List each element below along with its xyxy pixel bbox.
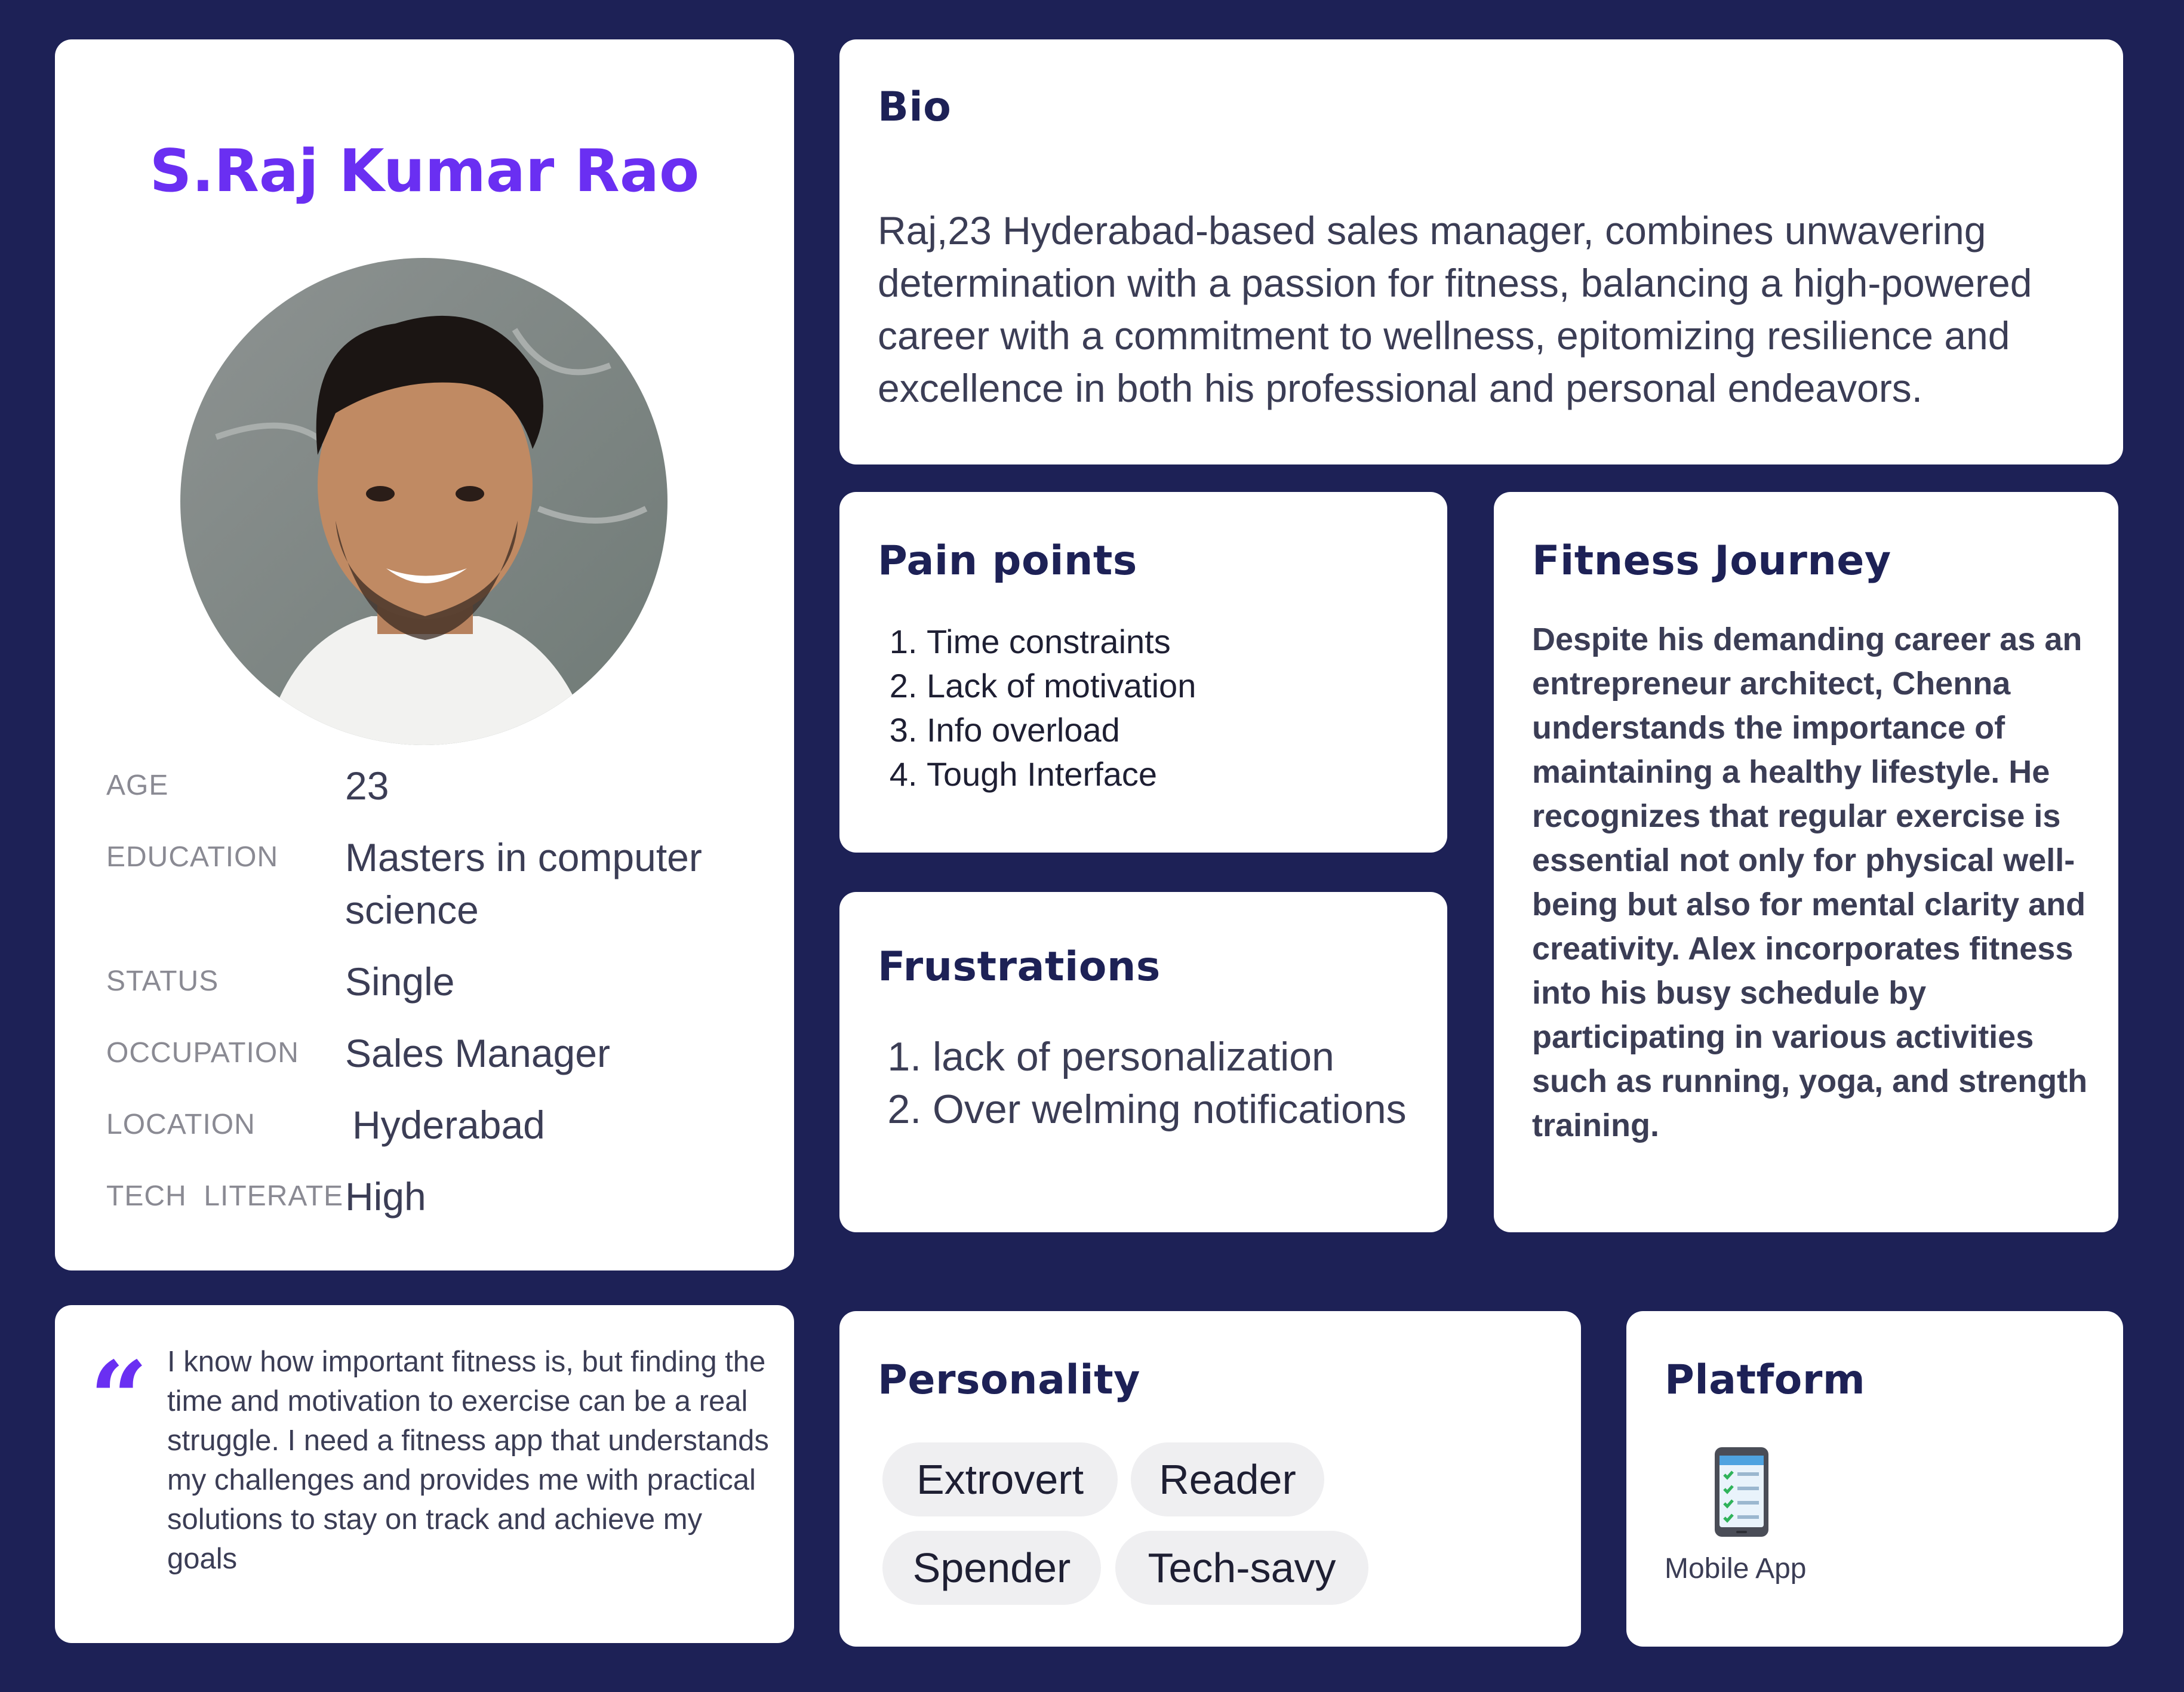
fitness-journey-title: Fitness Journey xyxy=(1532,537,1891,584)
bio-card xyxy=(839,39,2123,464)
persona-name: S.Raj Kumar Rao xyxy=(149,137,700,205)
detail-value: Hyderabad xyxy=(352,1103,545,1147)
pain-points-list xyxy=(878,620,1464,796)
list-item: 1. Time constraints xyxy=(927,620,1464,664)
list-item: 2. Over welming notifications xyxy=(933,1083,1494,1136)
avatar xyxy=(180,258,667,745)
frustrations-title: Frustrations xyxy=(878,943,1161,990)
detail-label: TECH LITERATE xyxy=(106,1180,344,1212)
bio-text: Raj,23 Hyderabad-based sales manager, combines unwavering determination with a passion for fitness, balancing a high-powered career with a commitment to wellness, epitomizing resilience and excellence in both his professional and personal endeavors. xyxy=(878,208,2032,410)
frustrations-list xyxy=(878,1030,1494,1136)
personality-title: Personality xyxy=(878,1356,1140,1404)
quote-text: I know how important fitness is, but finding the time and motivation to exercise can be a real struggle. I need a fitness app that understands my challenges and provides me with practical solutions to stay on track and achieve my goals xyxy=(167,1346,769,1575)
quote-card xyxy=(55,1305,794,1643)
personality-card xyxy=(839,1311,1581,1647)
personality-tag: Tech-savy xyxy=(1115,1531,1368,1605)
frustrations-card xyxy=(839,892,1447,1232)
profile-card xyxy=(55,39,794,1270)
detail-label: EDUCATION xyxy=(106,841,279,873)
detail-label: OCCUPATION xyxy=(106,1037,299,1069)
detail-value: 23 xyxy=(345,764,389,808)
pain-points-title: Pain points xyxy=(878,537,1137,584)
platform-label: Mobile App xyxy=(1665,1553,1807,1585)
detail-value: High xyxy=(345,1174,426,1219)
list-item: 3. Info overload xyxy=(927,708,1464,752)
list-item: 4. Tough Interface xyxy=(927,752,1464,796)
fitness-journey-card xyxy=(1494,492,2118,1232)
personality-tag: Extrovert xyxy=(882,1442,1118,1516)
list-item: 2. Lack of motivation xyxy=(927,664,1464,708)
detail-value: Masters in computer science xyxy=(345,835,702,932)
quote-mark-icon: “ xyxy=(90,1339,148,1459)
personality-tag: Reader xyxy=(1131,1442,1324,1516)
detail-label: AGE xyxy=(106,770,169,801)
list-item: 1. lack of personalization xyxy=(933,1030,1494,1083)
detail-value: Single xyxy=(345,959,455,1004)
fitness-journey-text: Despite his demanding career as an entrepreneur architect, Chenna understands the importance of maintaining a healthy lifestyle. He recognizes that regular exercise is essential not only for physical well-being but also for mental clarity and creativity. Alex incorporates fitness into his busy schedule by participating in various activities such as running, yoga, and strength training. xyxy=(1532,622,2088,1143)
platform-title: Platform xyxy=(1665,1356,1866,1404)
pain-points-card xyxy=(839,492,1447,853)
personality-tag: Spender xyxy=(882,1531,1101,1605)
detail-label: STATUS xyxy=(106,965,219,997)
mobile-phone-icon xyxy=(1714,1446,1770,1538)
detail-label: LOCATION xyxy=(106,1109,256,1140)
detail-value: Sales Manager xyxy=(345,1031,610,1075)
bio-title: Bio xyxy=(878,84,952,131)
platform-card xyxy=(1626,1311,2123,1647)
